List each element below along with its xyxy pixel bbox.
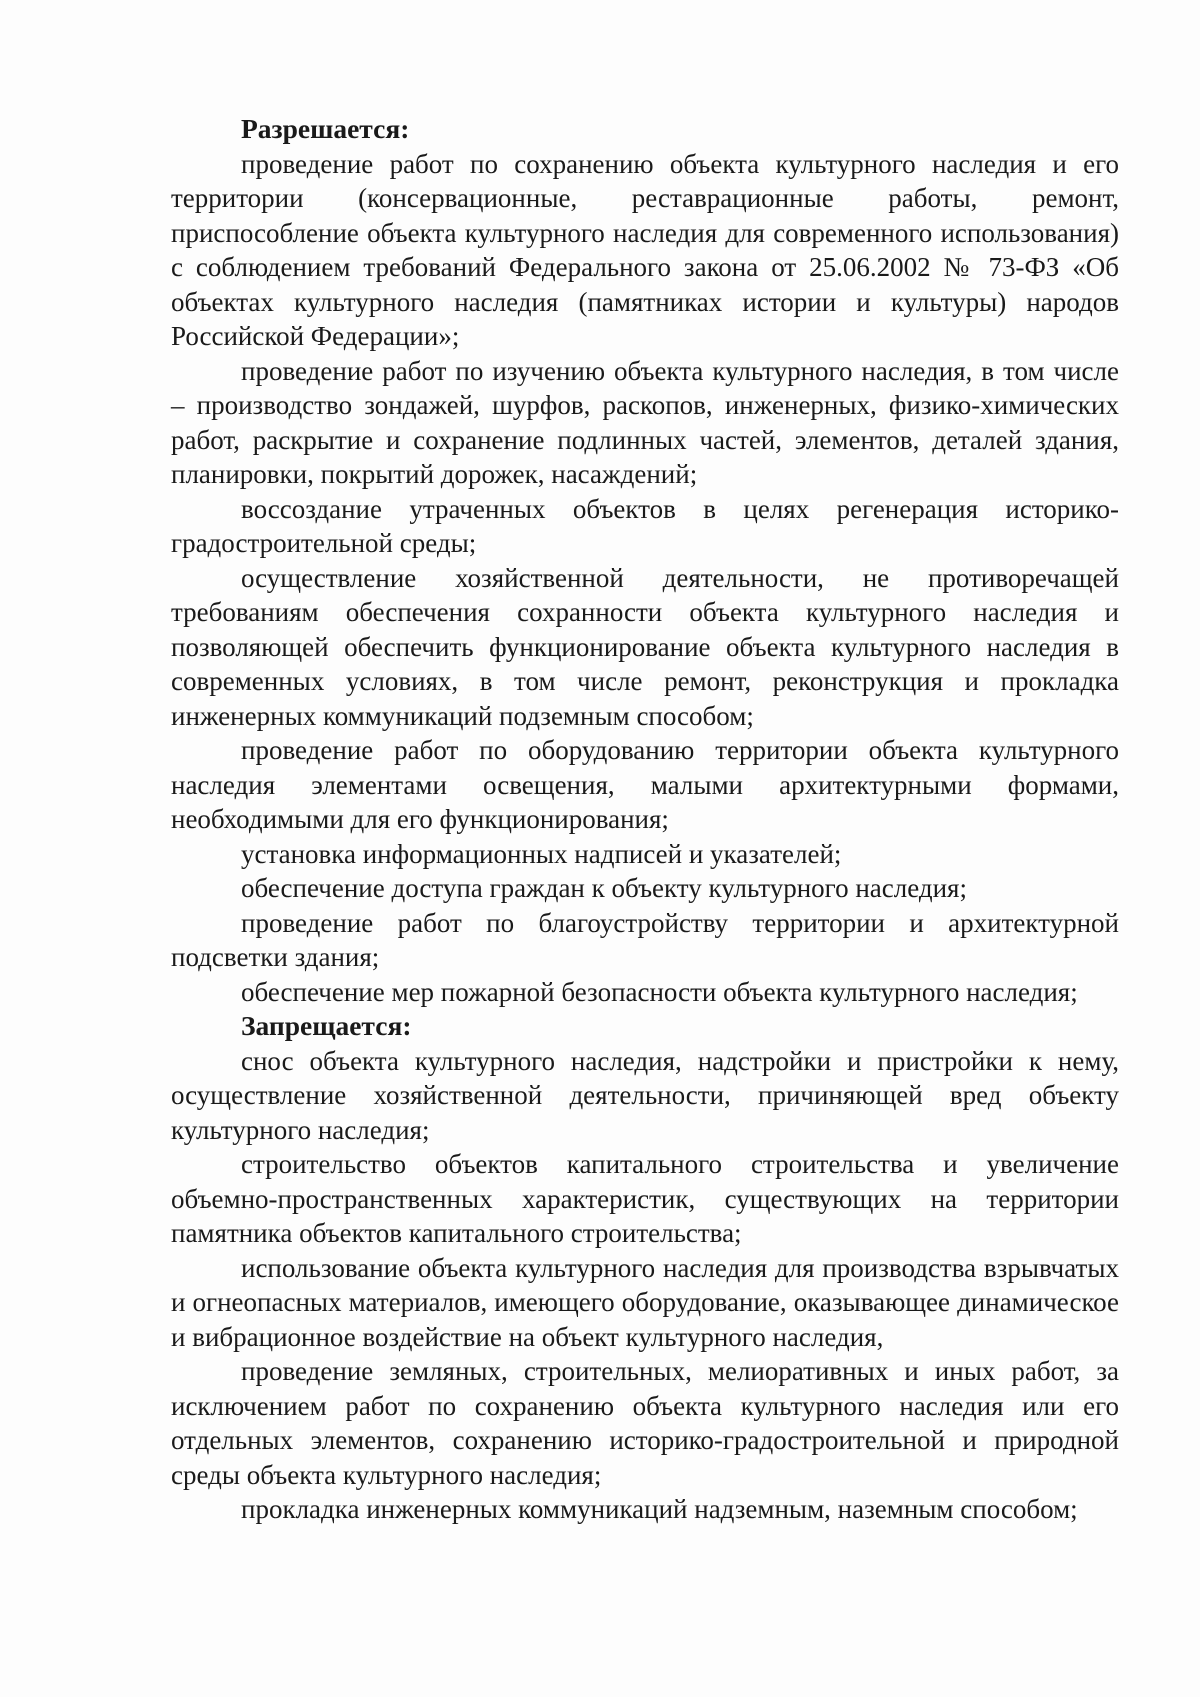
allowed-item: воссоздание утраченных объектов в целях регенерация историко-градостроительной среды; xyxy=(171,493,1119,558)
allowed-item: проведение работ по сохранению объекта культурного наследия и его территории (консервационные, реставрационные работы, ремонт, приспособление объекта культурного наследия для современного использования) с соблюдением требований Федерального закона от 25.06.2002 № 73-ФЗ «Об объектах культурного наследия (памятниках истории и культуры) народов Российской Федерации»; xyxy=(171,148,1119,351)
allowed-item: осуществление хозяйственной деятельности, не противоречащей требованиям обеспечения сохранности объекта культурного наследия и позволяющей обеспечить функционирование объекта культурного наследия в современных условиях, в том числе ремонт, реконструкция и прокладка инженерных коммуникаций подземным способом; xyxy=(171,562,1119,731)
allowed-item: проведение работ по благоустройству территории и архитектурной подсветки здания; xyxy=(171,907,1119,972)
allowed-item: обеспечение мер пожарной безопасности объекта культурного наследия; xyxy=(241,976,1078,1007)
prohibited-heading: Запрещается: xyxy=(241,1010,412,1041)
allowed-item: установка информационных надписей и указателей; xyxy=(241,838,842,869)
allowed-item: проведение работ по изучению объекта культурного наследия, в том числе – производство зондажей, шурфов, раскопов, инженерных, физико-химических работ, раскрытие и сохранение подлинных частей, элементов, деталей здания, планировки, покрытий дорожек, насаждений; xyxy=(171,355,1119,489)
prohibited-item: снос объекта культурного наследия, надстройки и пристройки к нему, осуществление хозяйственной деятельности, причиняющей вред объекту культурного наследия; xyxy=(171,1045,1119,1145)
prohibited-item: использование объекта культурного наследия для производства взрывчатых и огнеопасных материалов, имеющего оборудование, оказывающее динамическое и вибрационное воздействие на объект культурного наследия, xyxy=(171,1252,1119,1352)
prohibited-item: проведение земляных, строительных, мелиоративных и иных работ, за исключением работ по сохранению объекта культурного наследия или его отдельных элементов, сохранению историко-градостроительной и природной среды объекта культурного наследия; xyxy=(171,1356,1119,1490)
allowed-heading: Разрешается: xyxy=(241,113,410,144)
prohibited-item: строительство объектов капитального строительства и увеличение объемно-пространственных характеристик, существующих на территории памятника объектов капитального строительства; xyxy=(171,1149,1119,1248)
allowed-item: проведение работ по оборудованию территории объекта культурного наследия элементами освещения, малыми архитектурными формами, необходимыми для его функционирования; xyxy=(171,735,1119,834)
document-body xyxy=(171,112,1119,1527)
prohibited-item: прокладка инженерных коммуникаций надземным, наземным способом; xyxy=(241,1494,1078,1524)
allowed-item: обеспечение доступа граждан к объекту культурного наследия; xyxy=(241,873,967,903)
